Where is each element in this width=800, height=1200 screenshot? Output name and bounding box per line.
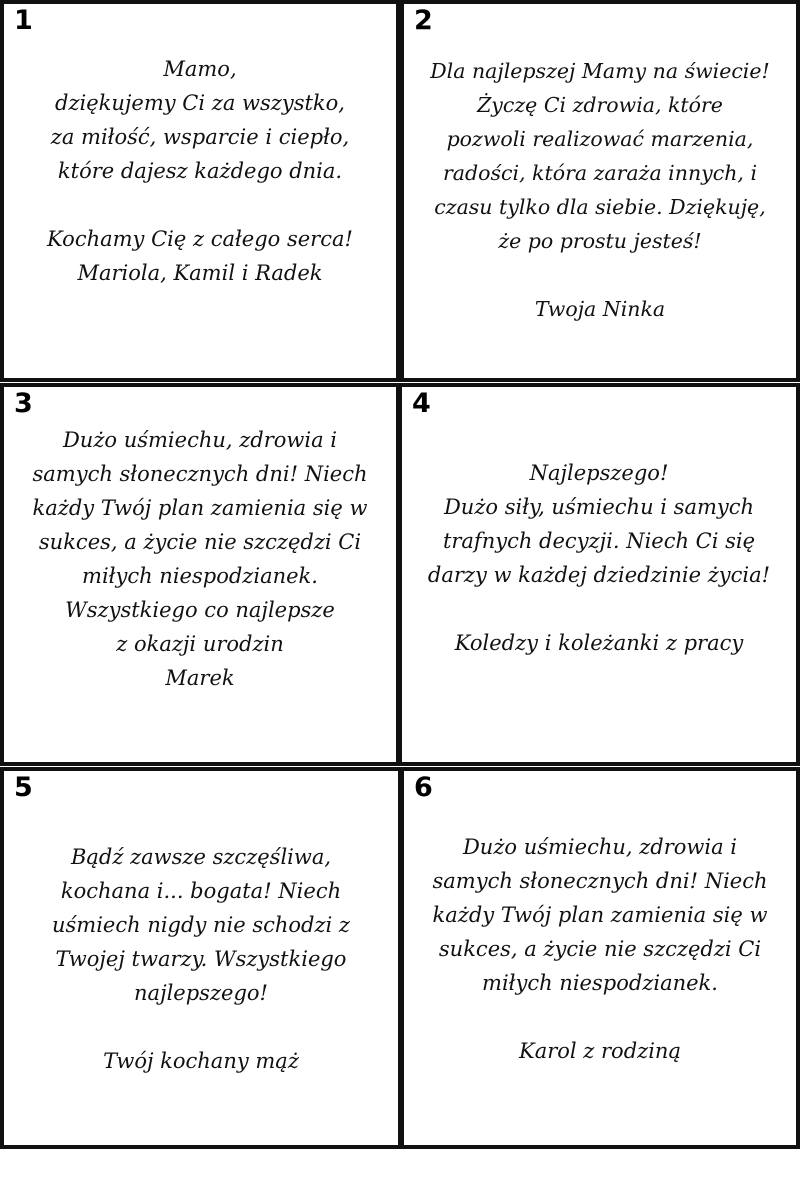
message-line: miłych niespodzianek. xyxy=(482,971,718,995)
message-line: Kochamy Cię z całego serca! xyxy=(47,227,353,251)
message-line: Dużo uśmiechu, zdrowia i xyxy=(462,835,738,859)
message-line xyxy=(408,258,792,292)
card-message xyxy=(408,54,792,326)
wish-card-6 xyxy=(400,767,800,1149)
wish-card-5 xyxy=(0,767,402,1149)
wish-card-1 xyxy=(0,0,400,382)
card-message xyxy=(8,840,394,1078)
message-line: że po prostu jesteś! xyxy=(498,229,702,253)
message-line: najlepszego! xyxy=(134,981,268,1005)
message-line: Dużo uśmiechu, zdrowia i xyxy=(62,428,338,452)
wish-card-2 xyxy=(400,0,800,382)
card-message xyxy=(8,52,392,290)
message-signature: Marek xyxy=(165,666,235,690)
message-signature: Karol z rodziną xyxy=(519,1039,681,1063)
message-signature: Koledzy i koleżanki z pracy xyxy=(454,631,744,655)
message-line: każdy Twój plan zamienia się w xyxy=(32,496,368,520)
message-line: Mamo, xyxy=(163,57,237,81)
message-line xyxy=(406,592,792,626)
message-line: Najlepszego! xyxy=(529,461,669,485)
message-line: Dla najlepszej Mamy na świecie! xyxy=(430,59,770,83)
message-line xyxy=(8,1010,394,1044)
message-line: z okazji urodzin xyxy=(116,632,284,656)
message-signature: Twoja Ninka xyxy=(534,297,666,321)
card-message xyxy=(8,423,392,695)
message-line: Wszystkiego co najlepsze xyxy=(65,598,335,622)
message-signature: Mariola, Kamil i Radek xyxy=(77,261,323,285)
message-line: darzy w każdej dziedzinie życia! xyxy=(427,563,771,587)
message-line: Bądź zawsze szczęśliwa, xyxy=(70,845,332,869)
message-line: które dajesz każdego dnia. xyxy=(57,159,343,183)
message-line: samych słonecznych dni! Niech xyxy=(32,462,368,486)
message-line: uśmiech nigdy nie schodzi z xyxy=(52,913,350,937)
card-number: 1 xyxy=(14,5,33,36)
message-line: trafnych decyzji. Niech Ci się xyxy=(442,529,756,553)
message-line: miłych niespodzianek. xyxy=(82,564,318,588)
message-line: kochana i... bogata! Niech xyxy=(60,879,342,903)
message-line: samych słonecznych dni! Niech xyxy=(432,869,768,893)
wish-card-4 xyxy=(398,383,800,766)
card-number: 6 xyxy=(414,772,433,803)
message-line xyxy=(408,1000,792,1034)
message-line: każdy Twój plan zamienia się w xyxy=(432,903,768,927)
message-line xyxy=(8,188,392,222)
message-line: Dużo siły, uśmiechu i samych xyxy=(443,495,755,519)
message-line: czasu tylko dla siebie. Dziękuję, xyxy=(434,195,766,219)
card-number: 3 xyxy=(14,388,33,419)
message-line: pozwoli realizować marzenia, xyxy=(446,127,754,151)
message-line: radości, która zaraża innych, i xyxy=(442,161,758,185)
card-message xyxy=(406,456,792,660)
card-message xyxy=(408,830,792,1068)
message-line: Twojej twarzy. Wszystkiego xyxy=(55,947,347,971)
message-signature: Twój kochany mąż xyxy=(103,1049,299,1073)
card-number: 5 xyxy=(14,772,33,803)
message-line: sukces, a życie nie szczędzi Ci xyxy=(38,530,362,554)
message-line: sukces, a życie nie szczędzi Ci xyxy=(438,937,762,961)
card-number: 4 xyxy=(412,388,431,419)
message-line: dziękujemy Ci za wszystko, xyxy=(55,91,345,115)
message-line: Życzę Ci zdrowia, które xyxy=(477,93,723,117)
message-line: za miłość, wsparcie i ciepło, xyxy=(50,125,350,149)
card-number: 2 xyxy=(414,5,433,36)
wish-card-3 xyxy=(0,383,400,766)
